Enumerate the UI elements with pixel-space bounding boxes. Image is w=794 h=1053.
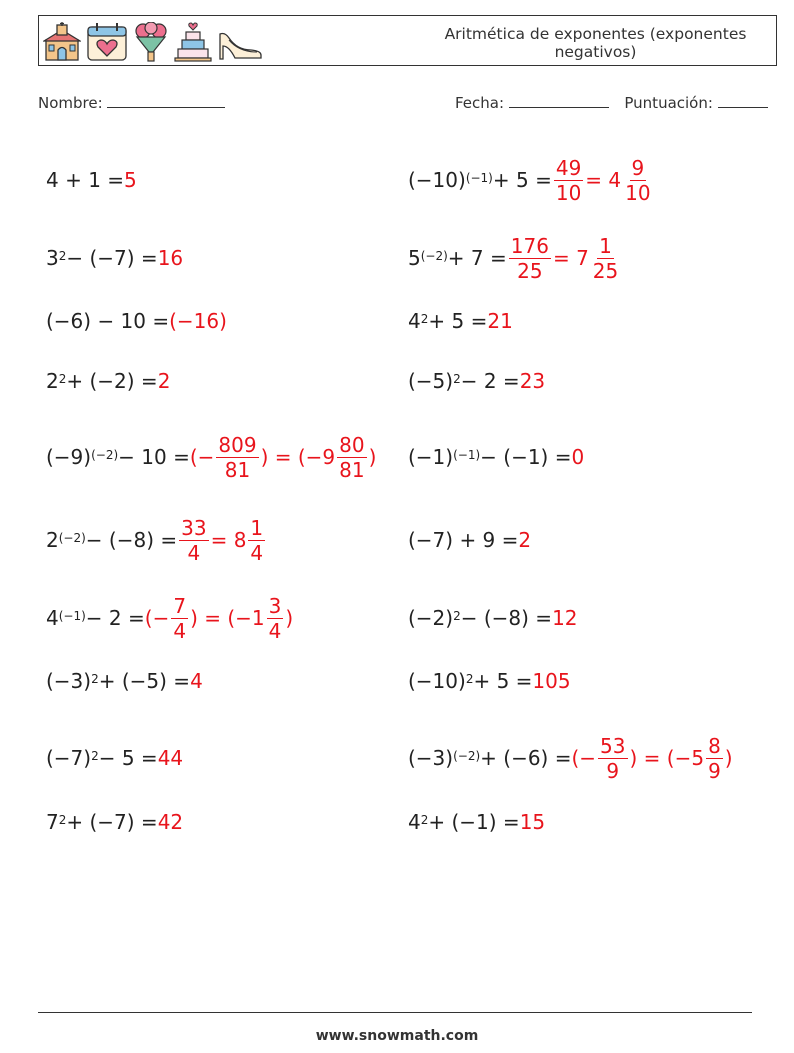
fraction (216, 434, 258, 481)
answer-mixed-whole: ) = (−1 (190, 606, 265, 630)
answer-value: 4 (190, 669, 203, 693)
problem-answer (158, 746, 183, 770)
problem-exponent: (−2) (58, 531, 86, 545)
problem-base: (−10) (408, 168, 466, 192)
problem-rest: − 10 = (118, 445, 190, 469)
problem-answer (190, 434, 377, 481)
answer-prefix: (− (571, 746, 597, 770)
problem-question: (−7) + 9 = (408, 528, 519, 552)
fraction-denominator: 4 (187, 540, 201, 565)
problem-item (46, 427, 376, 487)
problem-answer (177, 517, 267, 564)
fraction-numerator: 9 (631, 155, 645, 180)
problem-exponent: (−1) (465, 171, 493, 185)
problem-exponent: 2 (91, 749, 99, 763)
fraction-denominator: 10 (625, 180, 651, 205)
problem-base: (−2) (408, 606, 454, 630)
problem-answer (124, 168, 137, 192)
problem-item (408, 427, 584, 487)
problem-rest: − 2 = (85, 606, 145, 630)
answer-prefix: (− (189, 445, 215, 469)
church-icon (43, 22, 81, 62)
fraction-numerator: 809 (218, 432, 257, 457)
problem-answer (518, 528, 531, 552)
problem-answer (158, 369, 171, 393)
problem-rest: + (−2) = (66, 369, 158, 393)
problem-item (46, 728, 183, 788)
fraction-denominator: 4 (250, 540, 264, 565)
problem-rest: − 2 = (460, 369, 520, 393)
footer-site: www.snowmath.com (315, 1028, 479, 1044)
problem-base: (−5) (408, 369, 454, 393)
fraction (171, 595, 188, 642)
answer-value: 105 (532, 669, 571, 693)
problem-item (408, 792, 545, 852)
answer-mixed-whole: ) = (−9 (260, 445, 336, 469)
problem-rest: + (−6) = (480, 746, 572, 770)
problem-base: 3 (46, 246, 59, 270)
answer-mixed-whole: = 4 (585, 168, 622, 192)
problem-rest: − (−8) = (460, 606, 553, 630)
answer-prefix: (− (144, 606, 170, 630)
problem-answer (520, 810, 545, 834)
problem-rest: + (−5) = (98, 669, 191, 693)
wedding-cake-icon (174, 22, 212, 62)
problem-base: (−1) (408, 445, 454, 469)
name-blank[interactable] (107, 93, 225, 108)
fraction-numerator: 49 (555, 155, 582, 180)
answer-mixed-whole: ) = (−5 (629, 746, 705, 770)
problem-answer (158, 810, 183, 834)
answer-value: (−16) (169, 309, 227, 333)
problem-item (46, 588, 293, 648)
problem-base: 2 (46, 369, 59, 393)
header-icons (43, 20, 263, 64)
answer-suffix: ) (724, 746, 733, 770)
calendar-heart-icon (86, 22, 128, 62)
fraction (337, 434, 366, 481)
problem-exponent: (−2) (420, 249, 448, 263)
fraction (267, 595, 284, 642)
footer-divider (38, 1012, 752, 1013)
name-label: Nombre: (38, 94, 103, 112)
answer-value: 2 (157, 369, 171, 393)
worksheet-title: Aritmética de exponentes (exponentes negativos) (444, 25, 747, 61)
problem-exponent: (−1) (58, 609, 86, 623)
problem-item (408, 291, 513, 351)
name-field (38, 93, 225, 112)
problem-base: (−3) (408, 746, 454, 770)
fraction-numerator: 7 (173, 593, 187, 618)
problem-answer (145, 595, 293, 642)
answer-value: 5 (124, 168, 137, 192)
fraction (554, 157, 583, 204)
answer-value: 0 (571, 445, 585, 469)
problem-question: (−6) − 10 = (46, 309, 170, 333)
problem-rest: − (−7) = (66, 246, 158, 270)
date-blank[interactable] (509, 93, 609, 108)
problem-item (46, 291, 227, 351)
problem-item (46, 651, 203, 711)
problem-answer (552, 606, 577, 630)
answer-value: 44 (157, 746, 184, 770)
problem-answer (190, 669, 203, 693)
answer-mixed-whole: = 8 (210, 528, 247, 552)
problem-base: 2 (46, 528, 59, 552)
answer-value: 16 (157, 246, 184, 270)
score-blank[interactable] (718, 93, 768, 108)
problem-item (408, 651, 571, 711)
fraction-denominator: 81 (224, 457, 251, 482)
problem-exponent: 2 (453, 609, 461, 623)
problem-item (46, 792, 183, 852)
problem-rest: − (−8) = (85, 528, 178, 552)
fraction-denominator: 10 (555, 180, 582, 205)
answer-suffix: ) (285, 606, 294, 630)
problem-base: 7 (46, 810, 59, 834)
fraction-numerator: 176 (510, 233, 549, 258)
problem-base: 4 (408, 810, 421, 834)
score-label: Puntuación: (624, 94, 713, 112)
answer-suffix: ) (368, 445, 377, 469)
problem-exponent: 2 (465, 672, 474, 686)
answer-value: 12 (552, 606, 578, 630)
problem-item (46, 228, 183, 288)
fraction-denominator: 9 (606, 758, 620, 783)
problem-item (46, 150, 137, 210)
problem-answer (487, 309, 512, 333)
fraction (598, 735, 627, 782)
problem-answer (169, 309, 227, 333)
problem-rest: − (−1) = (480, 445, 572, 469)
problem-rest: + 5 = (428, 309, 488, 333)
date-score-fields (455, 93, 768, 112)
bouquet-icon (133, 22, 169, 62)
problem-answer (552, 157, 655, 204)
problem-base: 4 (46, 606, 59, 630)
fraction (591, 235, 620, 282)
problem-rest: + (−1) = (428, 810, 520, 834)
problem-answer (158, 246, 183, 270)
problem-rest: + 5 = (492, 168, 552, 192)
fraction-denominator: 4 (173, 618, 187, 643)
problem-base: (−7) (46, 746, 92, 770)
fraction-numerator: 33 (181, 515, 207, 540)
answer-mixed-whole: = 7 (552, 246, 589, 270)
fraction (623, 157, 652, 204)
problem-answer (520, 369, 545, 393)
fraction-denominator: 4 (268, 618, 282, 643)
fraction-numerator: 80 (339, 432, 365, 457)
answer-value: 21 (487, 309, 513, 333)
problem-item (408, 728, 733, 788)
problem-rest: + (−7) = (66, 810, 158, 834)
problem-item (408, 351, 545, 411)
problem-item (46, 351, 170, 411)
problem-rest: + 7 = (447, 246, 507, 270)
answer-value: 15 (519, 810, 546, 834)
fraction (179, 517, 208, 564)
problem-base: (−9) (46, 445, 92, 469)
problem-exponent: (−1) (453, 448, 481, 462)
problem-base: 4 (408, 309, 421, 333)
answer-value: 42 (157, 810, 184, 834)
answer-value: 2 (518, 528, 532, 552)
fraction-denominator: 25 (517, 258, 543, 283)
fraction-denominator: 81 (339, 457, 365, 482)
fraction-denominator: 25 (592, 258, 619, 283)
problem-item (408, 150, 655, 210)
fraction (706, 735, 723, 782)
problem-answer (507, 235, 622, 282)
high-heel-shoe-icon (217, 22, 263, 62)
fraction-denominator: 9 (708, 758, 721, 783)
fraction (248, 517, 265, 564)
fraction-numerator: 3 (268, 593, 282, 618)
problem-exponent: 2 (420, 312, 429, 326)
problem-rest: − 5 = (98, 746, 158, 770)
problem-exponent: 2 (91, 672, 99, 686)
problem-exponent: 2 (453, 372, 461, 386)
date-label: Fecha: (455, 94, 505, 112)
problem-exponent: 2 (58, 249, 67, 263)
problem-item (408, 228, 622, 288)
problem-answer (532, 669, 570, 693)
problem-answer (571, 735, 732, 782)
problem-item (408, 510, 531, 570)
problem-base: 5 (408, 246, 421, 270)
problem-exponent: (−2) (91, 448, 119, 462)
worksheet-header (38, 15, 777, 66)
fraction-numerator: 1 (599, 233, 612, 258)
fraction (509, 235, 551, 282)
fraction-numerator: 1 (250, 515, 264, 540)
problem-exponent: (−2) (453, 749, 481, 763)
fraction-numerator: 53 (600, 733, 626, 758)
problem-rest: + 5 = (473, 669, 533, 693)
problem-exponent: 2 (58, 813, 67, 827)
problem-item (408, 588, 578, 648)
problem-item (46, 510, 267, 570)
problem-base: (−10) (408, 669, 466, 693)
problem-base: (−3) (46, 669, 92, 693)
problem-answer (571, 445, 584, 469)
problem-question: 4 + 1 = (46, 168, 125, 192)
answer-value: 23 (519, 369, 546, 393)
problem-exponent: 2 (420, 813, 429, 827)
problem-exponent: 2 (58, 372, 67, 386)
fraction-numerator: 8 (708, 733, 721, 758)
